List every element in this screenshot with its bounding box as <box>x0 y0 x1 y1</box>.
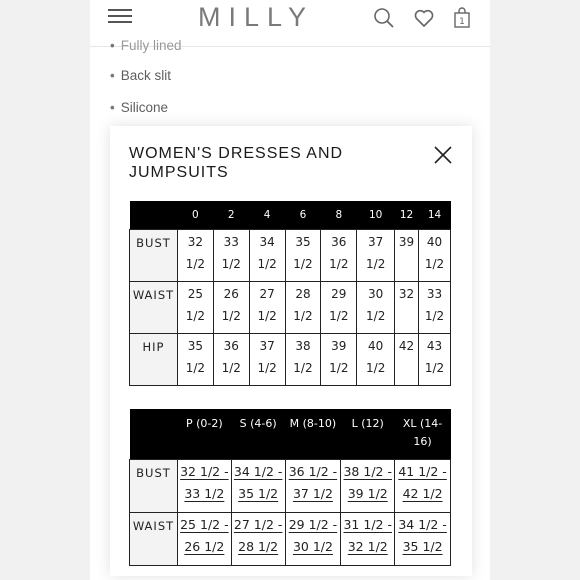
table-cell <box>419 282 451 334</box>
table-row <box>130 334 451 386</box>
cell-line: 39 <box>331 339 347 353</box>
column-header: XL (14-16) <box>395 409 451 460</box>
table-row <box>130 460 451 513</box>
column-header: 6 <box>285 201 321 230</box>
cell-line: 30 <box>368 287 384 301</box>
detail-bullet: • Silicone <box>110 100 168 115</box>
numeric-size-table <box>129 201 451 386</box>
column-header: M (8-10) <box>285 409 341 460</box>
cell-line: 36 <box>331 235 347 249</box>
column-header: S (4-6) <box>231 409 285 460</box>
column-header: 12 <box>395 201 419 230</box>
cell-line: 39 <box>398 235 415 249</box>
table-cell <box>285 282 321 334</box>
cell-line: 1/2 <box>293 309 313 323</box>
cell-line: 32 <box>187 235 204 249</box>
table-cell <box>419 230 451 282</box>
table-cell <box>321 282 357 334</box>
cell-line: 27 1/2 - <box>233 517 283 532</box>
cell-line: 33 <box>223 235 239 249</box>
right-backdrop <box>490 0 580 580</box>
cell-line: 1/2 <box>257 257 277 271</box>
table-cell <box>341 460 395 513</box>
cell-line: 26 1/2 <box>184 539 225 554</box>
cell-line: 1/2 <box>293 257 313 271</box>
table-cell <box>395 334 419 386</box>
table-cell <box>249 230 285 282</box>
cell-line: 30 1/2 <box>292 539 333 554</box>
cell-line: 1/2 <box>329 361 349 375</box>
shopping-bag-icon[interactable] <box>450 6 474 30</box>
cell-line: 1/2 <box>424 257 445 271</box>
letter-table-body <box>130 460 451 566</box>
table-cell <box>321 334 357 386</box>
table-cell <box>249 282 285 334</box>
bag-count: 1 <box>459 17 465 27</box>
cell-line: 28 <box>295 287 311 301</box>
table-cell <box>341 513 395 566</box>
cell-line: 1/2 <box>366 257 386 271</box>
cell-line: 36 <box>223 339 239 353</box>
table-cell <box>231 513 285 566</box>
table-header-row <box>130 409 451 460</box>
table-cell <box>321 230 357 282</box>
cell-line: 40 <box>368 339 384 353</box>
modal-title: WOMEN'S DRESSES AND JUMPSUITS <box>129 145 344 181</box>
table-cell <box>177 282 213 334</box>
cell-line: 1/2 <box>424 361 445 375</box>
table-cell <box>213 230 249 282</box>
cell-line: 33 1/2 <box>184 486 225 501</box>
row-label: HIP <box>130 334 178 386</box>
column-header: 2 <box>213 201 249 230</box>
table-cell <box>177 230 213 282</box>
table-cell <box>395 230 419 282</box>
table-cell <box>395 513 451 566</box>
table-cell <box>285 513 341 566</box>
cell-line: 27 <box>259 287 275 301</box>
cell-line: 37 <box>368 235 384 249</box>
cell-line: 35 1/2 <box>402 539 443 554</box>
cell-line: 32 1/2 - <box>180 464 229 479</box>
left-backdrop <box>0 0 90 580</box>
cell-line: 1/2 <box>293 361 313 375</box>
column-header <box>130 409 178 460</box>
cell-line: 1/2 <box>329 309 349 323</box>
column-header: 14 <box>419 201 451 230</box>
cell-line: 1/2 <box>329 257 349 271</box>
table-cell <box>213 282 249 334</box>
cell-line: 35 1/2 <box>238 486 279 501</box>
cell-line: 42 <box>398 339 415 353</box>
cell-line: 29 <box>331 287 347 301</box>
cell-line: 32 <box>398 287 415 301</box>
brand-logo[interactable]: MILLY <box>197 2 315 32</box>
cell-line: 26 <box>223 287 239 301</box>
cell-line: 35 <box>187 339 204 353</box>
table-header-row <box>130 201 451 230</box>
column-header: 8 <box>321 201 357 230</box>
column-header <box>130 201 178 230</box>
row-label: WAIST <box>130 513 178 566</box>
table-cell <box>357 334 395 386</box>
cell-line: 1/2 <box>185 257 206 271</box>
table-cell <box>285 460 341 513</box>
cell-line: 37 <box>259 339 275 353</box>
cell-line: 25 1/2 - <box>180 517 229 532</box>
cell-line: 1/2 <box>257 361 277 375</box>
table-cell <box>285 334 321 386</box>
cell-line: 31 1/2 - <box>343 517 392 532</box>
table-row <box>130 230 451 282</box>
cell-line: 33 <box>426 287 443 301</box>
table-cell <box>231 460 285 513</box>
cell-line: 40 <box>426 235 443 249</box>
column-header: 4 <box>249 201 285 230</box>
cell-line: 1/2 <box>221 361 241 375</box>
detail-bullet: • Back slit <box>110 68 171 83</box>
cell-line: 36 1/2 - <box>288 464 338 479</box>
table-cell <box>285 230 321 282</box>
cell-line: 29 1/2 - <box>288 517 338 532</box>
numeric-table-body <box>130 230 451 386</box>
cell-line: 34 1/2 - <box>398 517 447 532</box>
table-row <box>130 513 451 566</box>
cell-line: 1/2 <box>257 309 277 323</box>
table-cell <box>395 460 451 513</box>
heart-icon[interactable] <box>412 6 436 30</box>
table-cell <box>177 513 231 566</box>
cell-line: 1/2 <box>366 309 386 323</box>
cell-line: 41 1/2 - <box>398 464 447 479</box>
column-header: P (0-2) <box>177 409 231 460</box>
close-icon[interactable] <box>432 144 454 166</box>
detail-bullet-partial: • Fully lined <box>110 38 182 53</box>
cell-line: 38 1/2 - <box>343 464 392 479</box>
cell-line: 25 <box>187 287 204 301</box>
cell-line: 1/2 <box>424 309 445 323</box>
table-cell <box>357 282 395 334</box>
menu-icon[interactable] <box>108 9 132 25</box>
table-cell <box>357 230 395 282</box>
table-cell <box>213 334 249 386</box>
column-header: 0 <box>177 201 213 230</box>
table-cell <box>249 334 285 386</box>
table-cell <box>395 282 419 334</box>
table-row <box>130 282 451 334</box>
size-chart-modal <box>110 126 472 576</box>
letter-size-table <box>129 409 451 566</box>
row-label: WAIST <box>130 282 178 334</box>
cell-line: 1/2 <box>366 361 386 375</box>
table-cell <box>177 334 213 386</box>
row-label: BUST <box>130 460 178 513</box>
cell-line: 28 1/2 <box>238 539 279 554</box>
cell-line: 35 <box>295 235 311 249</box>
column-header: 10 <box>357 201 395 230</box>
cell-line: 1/2 <box>221 309 241 323</box>
cell-line: 1/2 <box>221 257 241 271</box>
cell-line: 43 <box>426 339 443 353</box>
cell-line: 34 1/2 - <box>233 464 283 479</box>
column-header: L (12) <box>341 409 395 460</box>
cell-line: 1/2 <box>185 309 206 323</box>
cell-line: 37 1/2 <box>292 486 333 501</box>
table-cell <box>419 334 451 386</box>
row-label: BUST <box>130 230 178 282</box>
search-icon[interactable] <box>372 6 396 30</box>
cell-line: 39 1/2 <box>347 486 388 501</box>
table-cell <box>177 460 231 513</box>
cell-line: 34 <box>259 235 275 249</box>
cell-line: 32 1/2 <box>347 539 388 554</box>
cell-line: 42 1/2 <box>402 486 443 501</box>
cell-line: 1/2 <box>185 361 206 375</box>
cell-line: 38 <box>295 339 311 353</box>
